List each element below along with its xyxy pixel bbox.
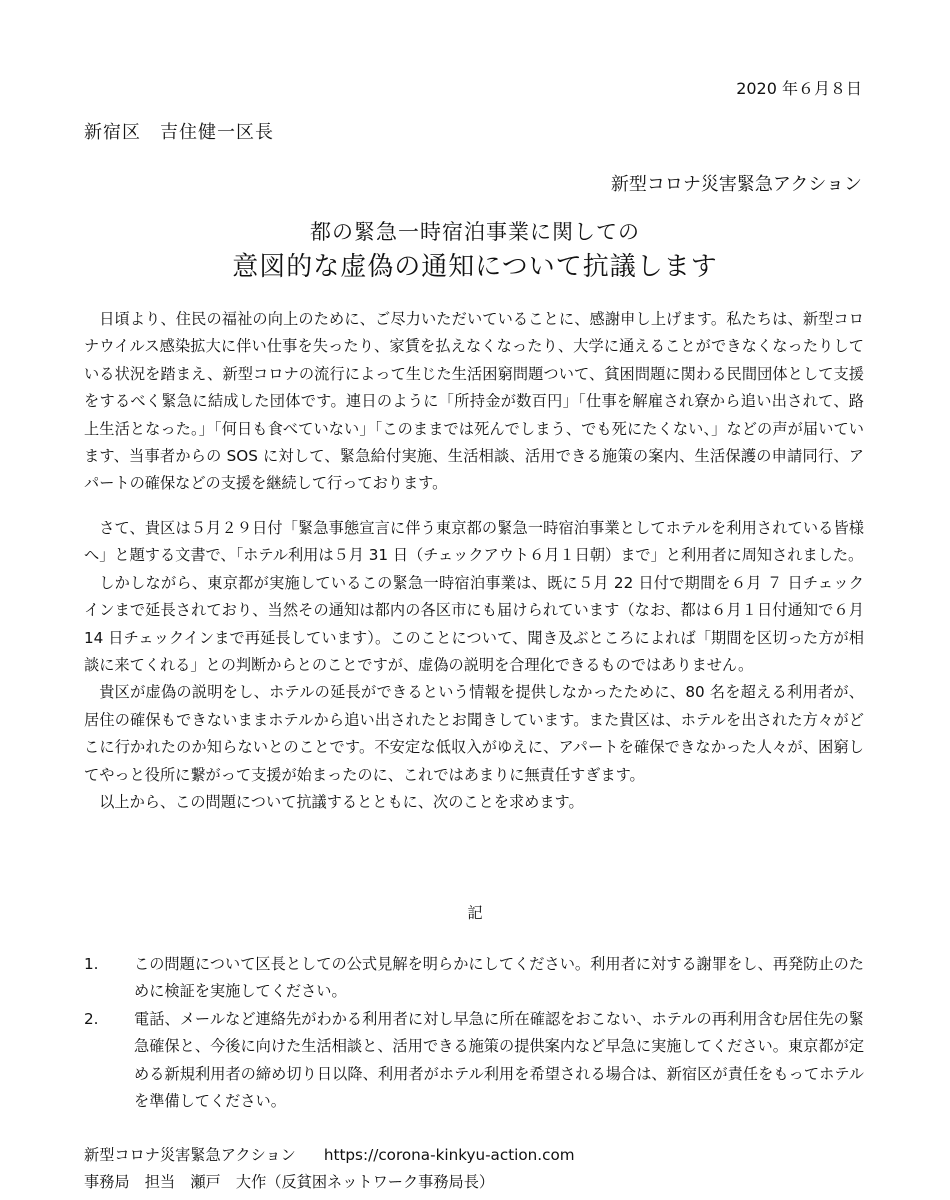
demand-item bbox=[84, 1006, 864, 1116]
ki-marker: 記 bbox=[467, 904, 483, 922]
body-section-protest bbox=[84, 515, 864, 816]
addressee: 新宿区 吉住健一区長 bbox=[84, 122, 274, 143]
document-title-line1: 都の緊急一時宿泊事業に関しての bbox=[310, 220, 640, 244]
document-date: 2020 年６月８日 bbox=[736, 79, 862, 98]
footer-line-1 bbox=[84, 1142, 575, 1169]
paragraph-consequence: 貴区が虚偽の説明をし、ホテルの延長ができるという情報を提供しなかったために、80 名を超える利用者が、居住の確保もできないままホテルから追い出されたとお聞きしています。また貴区は、ホテルを出された方々がどこに行かれたのか知らないとのことです。不安定な低収入がゆえに、アパートを確保できなかった人々が、困窮してやっと役所に繋がって支援が始まったのに、これではあまりに無責任すぎます。 bbox=[84, 683, 864, 784]
demands-list bbox=[84, 951, 864, 1115]
demand-text: この問題について区長としての公式見解を明らかにしてください。利用者に対する謝罪をし、再発防止のために検証を実施してください。 bbox=[134, 955, 864, 1001]
demand-item bbox=[84, 951, 864, 1006]
document-title-line2: 意図的な虚偽の通知について抗議します bbox=[232, 252, 718, 282]
footer bbox=[84, 1142, 575, 1196]
footer-organization: 新型コロナ災害緊急アクション bbox=[84, 1146, 296, 1164]
body-section-intro bbox=[84, 306, 864, 498]
paragraph-extension: しかしながら、東京都が実施しているこの緊急一時宿泊事業は、既に５月 22 日付で期間を６月 ７ 日チェックインまで延長されており、当然その通知は都内の各区市にも届けられています（なお、都は６月１日付通知で６月 14 日チェックインまで再延長しています）。このことについて、聞き及ぶところによれば「期間を区切った方が相談に来てくれる」との判断からとのことですが、虚偽の説明を合理化できるものではありません。 bbox=[84, 573, 864, 675]
demand-text: 電話、メールなど連絡先がわかる利用者に対し早急に所在確認をおこない、ホテルの再利用含む居住先の緊急確保と、今後に向けた生活相談と、活用できる施策の提供案内など早急に実施してください。東京都が定める新規利用者の締め切り日以降、利用者がホテル利用を希望される場合は、新宿区が責任をもってホテルを準備してください。 bbox=[134, 1009, 865, 1111]
paragraph-intro: 日頃より、住民の福祉の向上のために、ご尽力いただいていることに、感謝申し上げます。私たちは、新型コロナウイルス感染拡大に伴い仕事を失ったり、家賃を払えなくなったり、大学に通えることができなくなったりしている状況を踏まえ、新型コロナの流行によって生じた生活困窮問題ついて、貧困問題に関わる民間団体として支援をするべく緊急に結成した団体です。連日のように「所持金が数百円」「仕事を解雇され寮から追い出されて、路上生活となった。」「何日も食べていない」「このままでは死んでしまう、でも死にたくない、」などの声が届いています、当事者からの SOS に対して、緊急給付実施、生活相談、活用できる施策の案内、生活保護の申請同行、アパートの確保などの支援を継続して行っております。 bbox=[84, 310, 864, 493]
sender-organization: 新型コロナ災害緊急アクション bbox=[610, 174, 862, 195]
footer-contact: 事務局 担当 瀬戸 大作（反貧困ネットワーク事務局長） bbox=[84, 1173, 495, 1191]
footer-url[interactable]: https://corona-kinkyu-action.com bbox=[323, 1146, 575, 1164]
paragraph-notice: さて、貴区は５月２９日付「緊急事態宣言に伴う東京都の緊急一時宿泊事業としてホテルを利用されている皆様へ」と題する文書で、「ホテル利用は５月 31 日（チェックアウト６月１日朝）まで」と利用者に周知されました。 bbox=[84, 519, 864, 565]
demand-number: 2. bbox=[84, 1009, 99, 1028]
paragraph-request: 以上から、この問題について抗議するとともに、次のことを求めます。 bbox=[99, 793, 584, 812]
demand-number: 1. bbox=[84, 955, 99, 973]
